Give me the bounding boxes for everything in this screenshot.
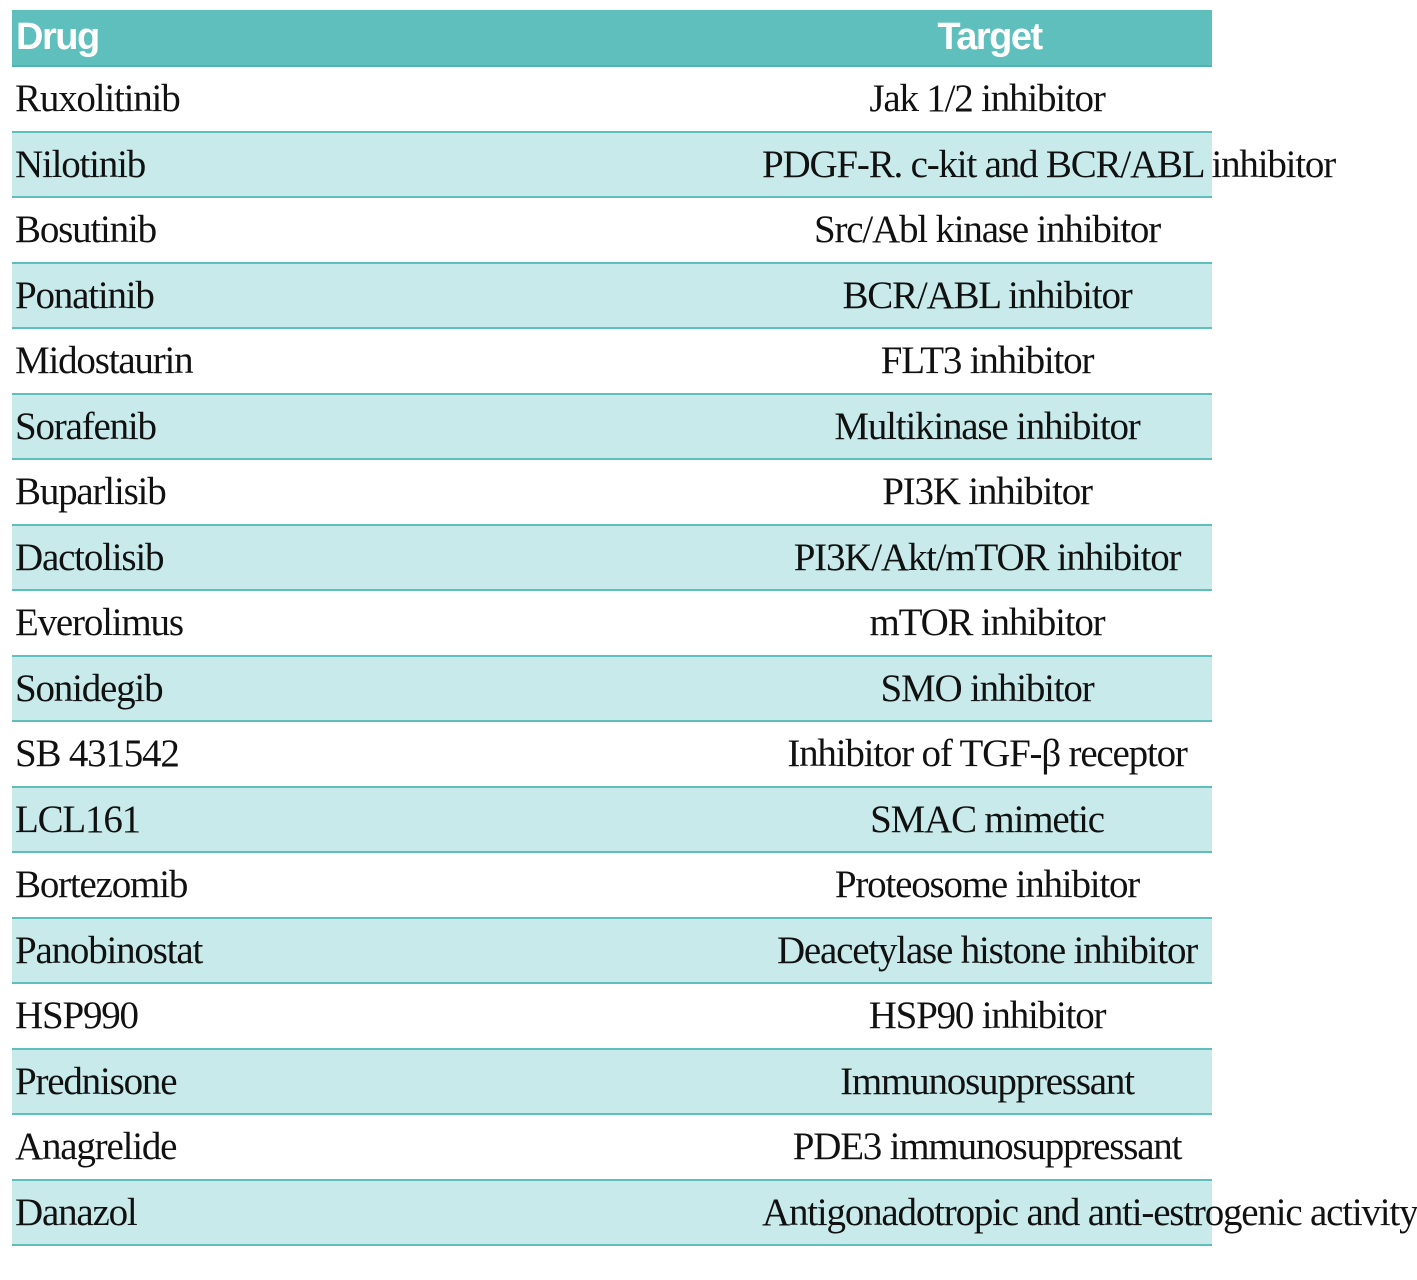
drug-cell: Prednisone [12,1049,402,1115]
table-row [12,721,1212,787]
target-cell: Deacetylase histone inhibitor [402,918,1212,984]
target-cell: SMAC mimetic [402,787,1212,853]
table-row [12,787,1212,853]
table-body [12,66,1417,1245]
table-row [12,132,1212,198]
drug-target-table [12,10,1417,1246]
header-row [12,10,1212,66]
drug-cell: Buparlisib [12,459,402,525]
header-drug: Drug [12,10,402,66]
drug-cell: Everolimus [12,590,402,656]
drug-target-table-container [12,10,1417,1246]
table-row [12,66,1212,132]
drug-cell: Danazol [12,1180,402,1246]
target-cell: SMO inhibitor [402,656,1212,722]
table-row [12,328,1212,394]
drug-cell: HSP990 [12,983,402,1049]
drug-cell: Ponatinib [12,263,402,329]
drug-cell: Anagrelide [12,1114,402,1180]
target-cell: Antigonadotropic and anti-estrogenic activity [402,1180,1212,1246]
header-target: Target [402,10,1212,66]
drug-cell: Bosutinib [12,197,402,263]
target-cell: Inhibitor of TGF-β receptor [402,721,1212,787]
table-row [12,525,1212,591]
target-cell: HSP90 inhibitor [402,983,1212,1049]
table-row [12,1114,1212,1180]
drug-cell: Panobinostat [12,918,402,984]
target-cell: Multikinase inhibitor [402,394,1212,460]
drug-cell: LCL161 [12,787,402,853]
target-cell: BCR/ABL inhibitor [402,263,1212,329]
drug-cell: SB 431542 [12,721,402,787]
target-cell: Jak 1/2 inhibitor [402,66,1212,132]
table-row [12,1180,1212,1246]
table-row [12,394,1212,460]
table-row [12,983,1212,1049]
drug-cell: Sorafenib [12,394,402,460]
table-row [12,590,1212,656]
target-cell: PDE3 immunosuppressant [402,1114,1212,1180]
table-row [12,263,1212,329]
target-cell: PI3K inhibitor [402,459,1212,525]
drug-cell: Midostaurin [12,328,402,394]
target-cell: Proteosome inhibitor [402,852,1212,918]
drug-cell: Bortezomib [12,852,402,918]
table-row [12,852,1212,918]
drug-cell: Sonidegib [12,656,402,722]
table-row [12,918,1212,984]
target-cell: FLT3 inhibitor [402,328,1212,394]
table-row [12,656,1212,722]
target-cell: PI3K/Akt/mTOR inhibitor [402,525,1212,591]
table-row [12,1049,1212,1115]
table-row [12,459,1212,525]
target-cell: Src/Abl kinase inhibitor [402,197,1212,263]
target-cell: mTOR inhibitor [402,590,1212,656]
drug-cell: Dactolisib [12,525,402,591]
drug-cell: Ruxolitinib [12,66,402,132]
table-header [12,10,1212,66]
target-cell: Immunosuppressant [402,1049,1212,1115]
table-row [12,197,1212,263]
target-cell: PDGF-R. c-kit and BCR/ABL inhibitor [402,132,1212,198]
drug-cell: Nilotinib [12,132,402,198]
